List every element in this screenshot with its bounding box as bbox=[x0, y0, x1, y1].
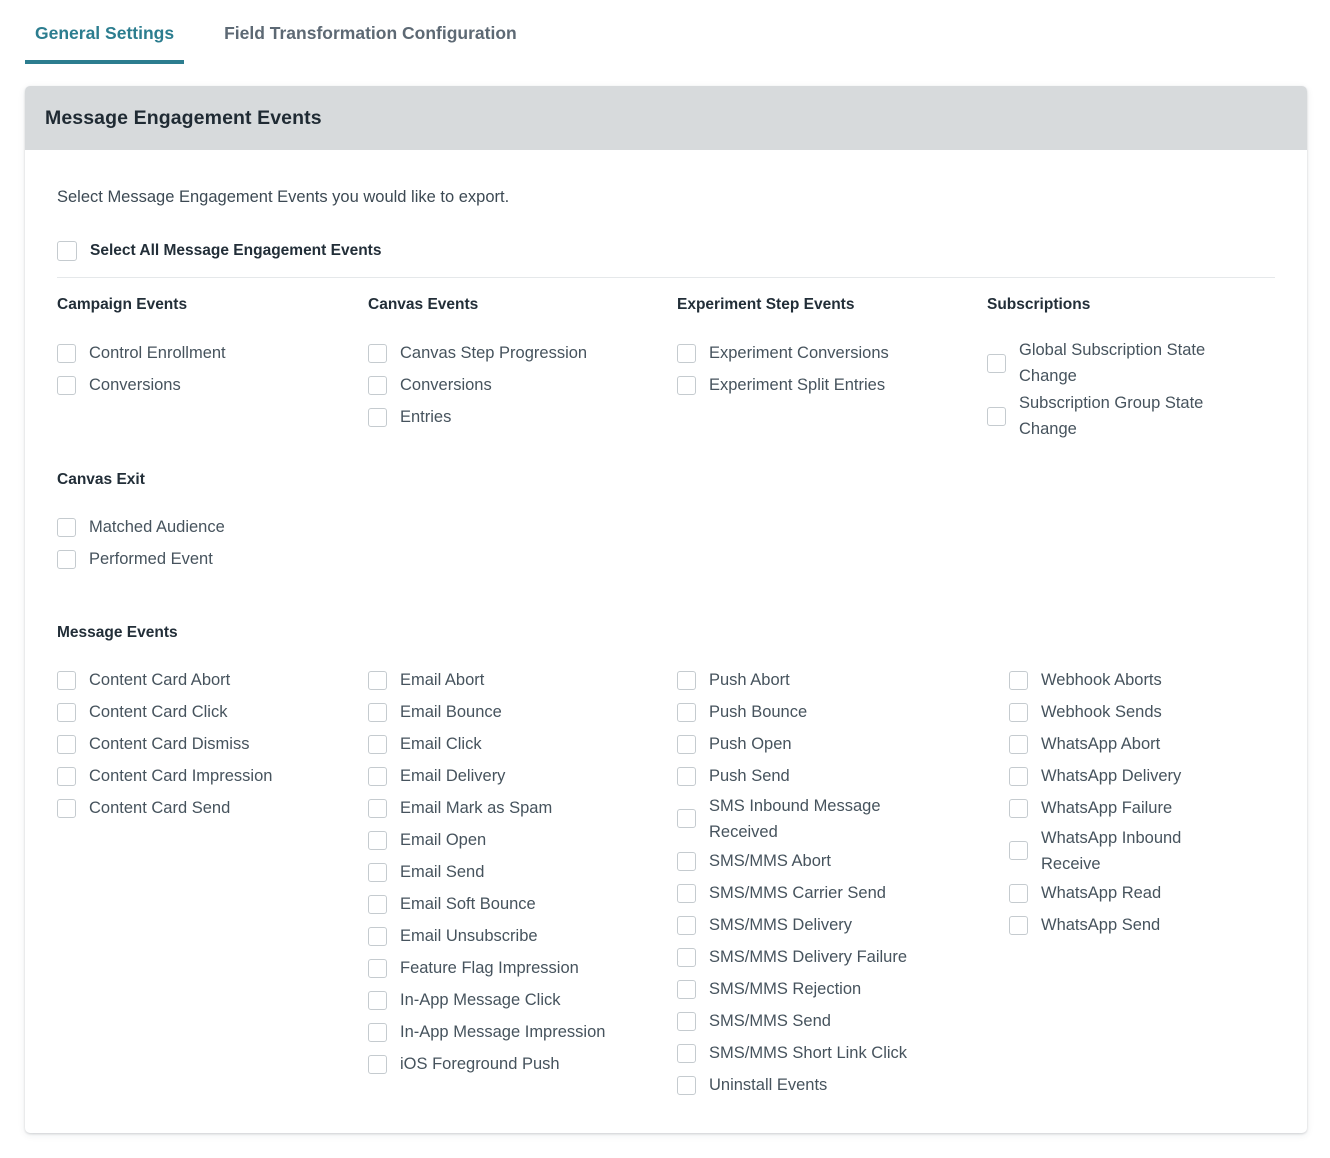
checkbox-item-canvas-conversions[interactable] bbox=[368, 369, 677, 401]
group-canvas-exit bbox=[57, 471, 1275, 576]
checkbox[interactable] bbox=[368, 1055, 387, 1074]
item-label: Global Subscription State Change bbox=[1019, 341, 1206, 386]
checkbox[interactable] bbox=[1009, 703, 1028, 722]
checkbox-item-email-delivery[interactable] bbox=[368, 761, 677, 793]
checkbox-item-whatsapp-delivery[interactable] bbox=[1009, 761, 1275, 793]
item-label: Uninstall Events bbox=[709, 1076, 828, 1095]
checkbox[interactable] bbox=[368, 408, 387, 427]
checkbox-item-performed-event[interactable] bbox=[57, 544, 1275, 576]
item-label: Content Card Click bbox=[89, 703, 228, 722]
checkbox[interactable] bbox=[368, 959, 387, 978]
checkbox[interactable] bbox=[368, 376, 387, 395]
item-label: Entries bbox=[400, 407, 452, 426]
item-label: Email Unsubscribe bbox=[400, 927, 538, 946]
checkbox-item-sms-mms-short-link-click[interactable] bbox=[677, 1037, 987, 1069]
message-events-column-push-sms bbox=[677, 665, 987, 1102]
item-label: Conversions bbox=[400, 375, 492, 394]
item-label: SMS/MMS Short Link Click bbox=[709, 1044, 908, 1063]
checkbox-item-email-mark-as-spam[interactable] bbox=[368, 793, 677, 825]
item-label: Webhook Sends bbox=[1041, 703, 1162, 722]
checkbox-item-whatsapp-read[interactable] bbox=[1009, 877, 1275, 909]
checkbox[interactable] bbox=[677, 671, 696, 690]
checkbox-item-email-soft-bounce[interactable] bbox=[368, 889, 677, 921]
checkbox-item-email-bounce[interactable] bbox=[368, 697, 677, 729]
group-canvas-events bbox=[368, 296, 677, 443]
checkbox-item-webhook-aborts[interactable] bbox=[1009, 665, 1275, 697]
group-heading: Canvas Exit bbox=[57, 470, 145, 488]
checkbox[interactable] bbox=[677, 980, 696, 999]
message-events-column-content-card bbox=[57, 665, 368, 1102]
checkbox[interactable] bbox=[57, 518, 76, 537]
group-heading: Subscriptions bbox=[987, 296, 1091, 313]
checkbox-item-push-abort[interactable] bbox=[677, 665, 987, 697]
checkbox[interactable] bbox=[57, 671, 76, 690]
checkbox[interactable] bbox=[57, 799, 76, 818]
item-label: Performed Event bbox=[89, 550, 213, 569]
group-heading: Campaign Events bbox=[57, 296, 188, 313]
checkbox[interactable] bbox=[368, 767, 387, 786]
checkbox[interactable] bbox=[57, 376, 76, 395]
item-label: Email Open bbox=[400, 831, 487, 850]
divider bbox=[57, 277, 1275, 278]
checkbox[interactable] bbox=[1009, 735, 1028, 754]
checkbox[interactable] bbox=[677, 884, 696, 903]
message-engagement-events-panel bbox=[25, 86, 1307, 1133]
tab-bar bbox=[0, 0, 1330, 64]
checkbox-item-email-send[interactable] bbox=[368, 857, 677, 889]
checkbox-item-entries[interactable] bbox=[368, 401, 677, 433]
checkbox-item-campaign-conversions[interactable] bbox=[57, 369, 368, 401]
select-all-checkbox[interactable] bbox=[57, 241, 77, 261]
group-heading: Message Events bbox=[57, 623, 178, 641]
group-heading: Experiment Step Events bbox=[677, 296, 855, 313]
checkbox[interactable] bbox=[1009, 841, 1028, 860]
checkbox-item-content-card-click[interactable] bbox=[57, 697, 368, 729]
checkbox-item-in-app-message-impression[interactable] bbox=[368, 1017, 677, 1049]
message-events-column-email bbox=[368, 665, 677, 1102]
tab-field-transformation-configuration[interactable]: Field Transformation Configuration bbox=[224, 23, 517, 43]
group-subscriptions bbox=[987, 296, 1275, 443]
checkbox-item-matched-audience[interactable] bbox=[57, 512, 1275, 544]
checkbox[interactable] bbox=[368, 863, 387, 882]
checkbox[interactable] bbox=[368, 991, 387, 1010]
checkbox-item-control-enrollment[interactable] bbox=[57, 337, 368, 369]
panel-body bbox=[25, 150, 1307, 1133]
checkbox[interactable] bbox=[677, 767, 696, 786]
checkbox-item-sms-mms-carrier-send[interactable] bbox=[677, 877, 987, 909]
item-label: Experiment Conversions bbox=[709, 343, 889, 362]
checkbox[interactable] bbox=[368, 344, 387, 363]
checkbox-item-sms-mms-rejection[interactable] bbox=[677, 973, 987, 1005]
checkbox-item-whatsapp-send[interactable] bbox=[1009, 909, 1275, 941]
item-label: In-App Message Impression bbox=[400, 1023, 606, 1042]
checkbox-item-email-open[interactable] bbox=[368, 825, 677, 857]
checkbox-item-sms-mms-delivery[interactable] bbox=[677, 909, 987, 941]
checkbox-item-push-bounce[interactable] bbox=[677, 697, 987, 729]
tab-general-settings[interactable]: General Settings bbox=[25, 0, 184, 64]
checkbox-item-experiment-conversions[interactable] bbox=[677, 337, 987, 369]
item-label: Email Mark as Spam bbox=[400, 799, 553, 818]
item-label: In-App Message Click bbox=[400, 991, 561, 1010]
group-experiment-step-events bbox=[677, 296, 987, 443]
checkbox-item-content-card-dismiss[interactable] bbox=[57, 729, 368, 761]
checkbox[interactable] bbox=[368, 831, 387, 850]
item-label: WhatsApp Delivery bbox=[1041, 767, 1182, 786]
item-label: Feature Flag Impression bbox=[400, 959, 579, 978]
item-label: Content Card Send bbox=[89, 799, 231, 818]
checkbox-item-sms-mms-send[interactable] bbox=[677, 1005, 987, 1037]
checkbox-item-content-card-abort[interactable] bbox=[57, 665, 368, 697]
item-label: Email Bounce bbox=[400, 703, 502, 722]
checkbox-item-sms-mms-abort[interactable] bbox=[677, 845, 987, 877]
checkbox[interactable] bbox=[57, 344, 76, 363]
item-label: Push Bounce bbox=[709, 703, 808, 722]
checkbox[interactable] bbox=[987, 354, 1006, 373]
checkbox[interactable] bbox=[368, 927, 387, 946]
checkbox-item-sms-inbound-message-received[interactable] bbox=[677, 793, 987, 846]
checkbox[interactable] bbox=[368, 895, 387, 914]
item-label: SMS/MMS Rejection bbox=[709, 980, 862, 999]
checkbox-item-push-open[interactable] bbox=[677, 729, 987, 761]
checkbox-item-global-subscription-state-change[interactable] bbox=[987, 337, 1275, 390]
item-label: Content Card Impression bbox=[89, 767, 273, 786]
item-label: Push Open bbox=[709, 735, 792, 754]
checkbox[interactable] bbox=[677, 916, 696, 935]
checkbox[interactable] bbox=[1009, 767, 1028, 786]
item-label: WhatsApp Inbound Receive bbox=[1041, 828, 1182, 873]
checkbox-item-experiment-split-entries[interactable] bbox=[677, 369, 987, 401]
checkbox[interactable] bbox=[677, 1012, 696, 1031]
item-label: WhatsApp Send bbox=[1041, 916, 1161, 935]
checkbox[interactable] bbox=[677, 1076, 696, 1095]
item-label: Email Send bbox=[400, 863, 485, 882]
checkbox[interactable] bbox=[1009, 671, 1028, 690]
checkbox-item-in-app-message-click[interactable] bbox=[368, 985, 677, 1017]
group-message-events bbox=[57, 624, 1275, 1102]
checkbox-item-subscription-group-state-change[interactable] bbox=[987, 390, 1275, 443]
checkbox[interactable] bbox=[1009, 916, 1028, 935]
checkbox[interactable] bbox=[677, 735, 696, 754]
checkbox[interactable] bbox=[677, 344, 696, 363]
item-label: Email Delivery bbox=[400, 767, 506, 786]
checkbox-item-sms-mms-delivery-failure[interactable] bbox=[677, 941, 987, 973]
panel-header bbox=[25, 86, 1307, 150]
group-heading: Canvas Events bbox=[368, 296, 479, 313]
checkbox-item-push-send[interactable] bbox=[677, 761, 987, 793]
checkbox-item-email-click[interactable] bbox=[368, 729, 677, 761]
panel-description: Select Message Engagement Events you would like to export. bbox=[57, 188, 510, 206]
checkbox[interactable] bbox=[677, 948, 696, 967]
item-label: iOS Foreground Push bbox=[400, 1055, 560, 1074]
item-label: Canvas Step Progression bbox=[400, 343, 588, 362]
checkbox[interactable] bbox=[368, 799, 387, 818]
select-all-row[interactable] bbox=[57, 241, 1275, 261]
item-label: WhatsApp Read bbox=[1041, 884, 1162, 903]
message-events-grid bbox=[57, 665, 1275, 1102]
checkbox[interactable] bbox=[57, 767, 76, 786]
checkbox-item-whatsapp-inbound-receive[interactable] bbox=[1009, 825, 1275, 878]
item-label: Push Send bbox=[709, 767, 790, 786]
item-label: Content Card Abort bbox=[89, 671, 231, 690]
item-label: Email Click bbox=[400, 735, 482, 754]
item-label: SMS/MMS Send bbox=[709, 1012, 831, 1031]
item-label: SMS/MMS Carrier Send bbox=[709, 884, 886, 903]
item-label: SMS/MMS Delivery bbox=[709, 916, 853, 935]
item-label: SMS/MMS Delivery Failure bbox=[709, 948, 908, 967]
checkbox[interactable] bbox=[677, 852, 696, 871]
message-events-column-webhook-whatsapp bbox=[987, 665, 1275, 1102]
checkbox[interactable] bbox=[1009, 884, 1028, 903]
checkbox[interactable] bbox=[1009, 799, 1028, 818]
checkbox-item-content-card-impression[interactable] bbox=[57, 761, 368, 793]
item-label: Experiment Split Entries bbox=[709, 375, 886, 394]
checkbox-item-content-card-send[interactable] bbox=[57, 793, 368, 825]
item-label: Subscription Group State Change bbox=[1019, 393, 1204, 439]
item-label: Content Card Dismiss bbox=[89, 735, 250, 754]
group-campaign-events bbox=[57, 296, 368, 443]
select-all-label: Select All Message Engagement Events bbox=[90, 242, 382, 259]
checkbox-item-whatsapp-abort[interactable] bbox=[1009, 729, 1275, 761]
panel-title: Message Engagement Events bbox=[45, 106, 322, 129]
checkbox[interactable] bbox=[677, 1044, 696, 1063]
item-label: Matched Audience bbox=[89, 518, 225, 537]
checkbox-item-canvas-step-progression[interactable] bbox=[368, 337, 677, 369]
checkbox[interactable] bbox=[368, 671, 387, 690]
checkbox[interactable] bbox=[677, 809, 696, 828]
checkbox[interactable] bbox=[57, 735, 76, 754]
item-label: SMS/MMS Abort bbox=[709, 852, 831, 871]
checkbox-item-ios-foreground-push[interactable] bbox=[368, 1049, 677, 1081]
item-label: Control Enrollment bbox=[89, 343, 226, 362]
checkbox-item-email-unsubscribe[interactable] bbox=[368, 921, 677, 953]
checkbox[interactable] bbox=[368, 703, 387, 722]
checkbox-item-feature-flag-impression[interactable] bbox=[368, 953, 677, 985]
checkbox[interactable] bbox=[57, 703, 76, 722]
checkbox-item-whatsapp-failure[interactable] bbox=[1009, 793, 1275, 825]
checkbox[interactable] bbox=[368, 1023, 387, 1042]
checkbox[interactable] bbox=[368, 735, 387, 754]
checkbox[interactable] bbox=[987, 407, 1006, 426]
item-label: Conversions bbox=[89, 375, 181, 394]
item-label: WhatsApp Failure bbox=[1041, 799, 1173, 818]
item-label: SMS Inbound Message Received bbox=[709, 796, 881, 841]
item-label: Email Soft Bounce bbox=[400, 895, 536, 914]
item-label: Webhook Aborts bbox=[1041, 671, 1162, 690]
item-label: Email Abort bbox=[400, 671, 485, 690]
top-groups-grid bbox=[57, 296, 1275, 443]
checkbox-item-email-abort[interactable] bbox=[368, 665, 677, 697]
checkbox-item-uninstall-events[interactable] bbox=[677, 1069, 987, 1101]
checkbox[interactable] bbox=[57, 550, 76, 569]
checkbox[interactable] bbox=[677, 703, 696, 722]
checkbox[interactable] bbox=[677, 376, 696, 395]
checkbox-item-webhook-sends[interactable] bbox=[1009, 697, 1275, 729]
item-label: Push Abort bbox=[709, 671, 790, 690]
item-label: WhatsApp Abort bbox=[1041, 735, 1161, 754]
